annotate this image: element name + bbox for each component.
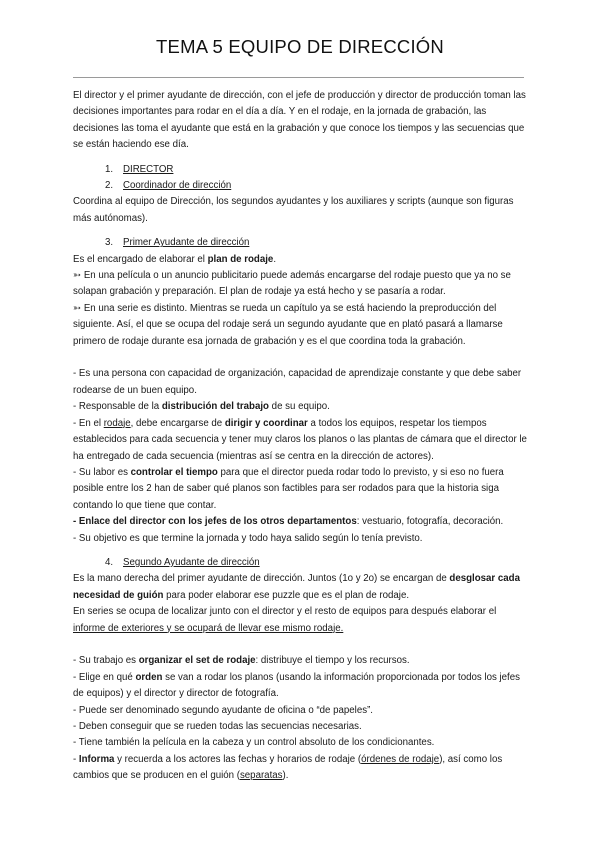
segundo-ayudante-series: En series se ocupa de localizar junto con el director y el resto de equipos para después elaborar el informe de exteriores y se ocupará de llevar ese mismo rodaje. xyxy=(73,606,497,634)
segundo-ayudante-dash-5: - Tiene también la película en la cabeza y un control absoluto de los condicionantes. xyxy=(73,737,435,749)
primer-ayudante-intro: Es el encargado de elaborar el plan de rodaje. xyxy=(73,253,277,265)
title-divider xyxy=(73,77,524,78)
arrow-bullet-icon: ➳ xyxy=(73,302,82,314)
page-title: TEMA 5 EQUIPO DE DIRECCIÓN xyxy=(156,36,444,57)
primer-ayudante-dash-4: - Su labor es controlar el tiempo para que el director pueda rodar todo lo previsto, y si eso no fuera posible entre los 2 han de saber qué planos son factibles para ser rodados para que la historia siga contando lo que tiene que contar. xyxy=(73,466,504,511)
segundo-ayudante-intro: Es la mano derecha del primer ayudante de dirección. Juntos (1o y 2o) se encargan de desglosar cada necesidad de guión para poder elaborar ese puzzle que es el plan de rodaje. xyxy=(73,573,520,601)
heading-director: 1. DIRECTOR xyxy=(105,163,174,175)
primer-ayudante-dash-1: - Es una persona con capacidad de organización, capacidad de aprendizaje constante y que debe saber rodearse de un buen equipo. xyxy=(73,368,522,396)
primer-ayudante-dash-2: - Responsable de la distribución del trabajo de su equipo. xyxy=(73,401,330,413)
segundo-ayudante-dash-3: - Puede ser denominado segundo ayudante de oficina o “de papeles”. xyxy=(73,704,373,716)
segundo-ayudante-dash-4: - Deben conseguir que se rueden todas las secuencias necesarias. xyxy=(73,721,362,732)
coordinador-paragraph: Coordina al equipo de Dirección, los segundos ayudantes y los auxiliares y scripts (aunque son figuras más autónomas). xyxy=(73,196,514,224)
arrow-bullet-icon: ➳ xyxy=(73,270,82,282)
heading-segundo-ayudante: 4. Segundo Ayudante de dirección xyxy=(105,556,260,568)
primer-ayudante-bullet-pelicula: ➳ En una película o un anuncio publicitario puede además encargarse del rodaje puesto que ya no se solapan grabación y preparación. El plan de rodaje ya está hecho y se pasaría a rodar. xyxy=(73,270,511,298)
primer-ayudante-dash-3: - En el rodaje, debe encargarse de dirigir y coordinar a todos los equipos, respetar los tiempos establecidos para cada secuencia y tener muy claros los planos o las plantas de cámara que el director le ha entregado de cada secuencia (mientras así se centra en la dirección de actores). xyxy=(73,417,527,462)
heading-coordinador: 2. Coordinador de dirección xyxy=(105,180,232,192)
primer-ayudante-dash-6: - Su objetivo es que termine la jornada y todo haya salido según lo tenía previsto. xyxy=(73,532,423,544)
segundo-ayudante-dash-1: - Su trabajo es organizar el set de rodaje: distribuye el tiempo y los recursos. xyxy=(73,655,410,667)
primer-ayudante-bullet-serie: ➳ En una serie es distinto. Mientras se rueda un capítulo ya se está haciendo la preproducción del siguiente. Así, el que se ocupa del rodaje será un segundo ayudante que en plató pasará a llamarse primero de rodaje durante esa jornada de grabación y es el que coordina toda la grabación. xyxy=(73,302,503,347)
segundo-ayudante-dash-6: - Informa y recuerda a los actores las fechas y horarios de rodaje (órdenes de rodaje), así como los cambios que se producen en el guión (separatas). xyxy=(73,753,503,782)
document-body xyxy=(73,88,528,785)
intro-paragraph: El director y el primer ayudante de dirección, con el jefe de producción y director de producción toman las decisiones importantes para rodar en el día a día. Y en el rodaje, en la jornada de grabación, las decisiones las toma el ayudante que está en la grabación y que conoce los tiempos y las secuencias que se están haciendo ese día. xyxy=(73,90,526,151)
segundo-ayudante-dash-2: - Elige en qué orden se van a rodar los planos (usando la información proporcionada por todos los jefes de equipos) y el director y director de fotografía. xyxy=(73,671,520,700)
primer-ayudante-dash-5: - Enlace del director con los jefes de los otros departamentos: vestuario, fotografía, decoración. xyxy=(73,516,504,528)
heading-primer-ayudante: 3. Primer Ayudante de dirección xyxy=(105,237,250,249)
